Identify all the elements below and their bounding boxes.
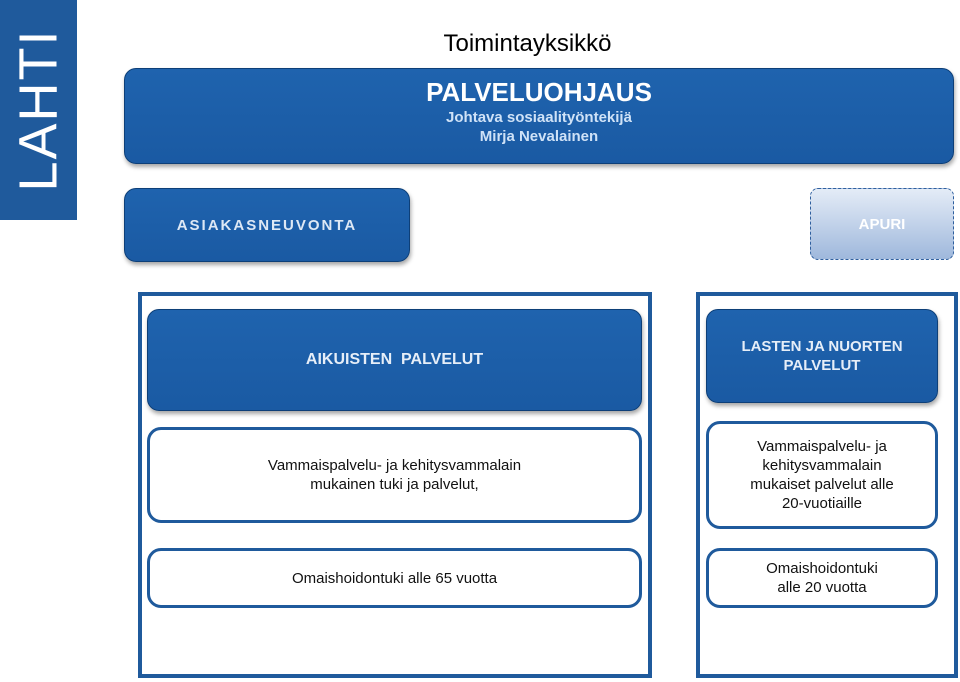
asiakasneuvonta-label: ASIAKASNEUVONTA <box>176 216 358 234</box>
youth-services-header <box>706 309 938 403</box>
adult-caregiver-support-box <box>147 548 642 608</box>
youth-disability-services-box <box>706 421 938 529</box>
logo-text: LAHTI <box>8 28 69 192</box>
youth-caregiver-support-box <box>706 548 938 608</box>
adult-disability-services-box <box>147 427 642 523</box>
apuri-box <box>810 188 954 260</box>
box-text-line: 20-vuotiaille <box>781 495 863 512</box>
box-text-line: Vammaispalvelu- ja kehitysvammalain <box>267 457 522 474</box>
box-text-line: kehitysvammalain <box>762 457 882 474</box>
palveluohjaus-box <box>124 68 954 164</box>
youth-services-title-line: PALVELUT <box>783 357 861 374</box>
youth-services-title-line: LASTEN JA NUORTEN <box>741 338 903 355</box>
palveluohjaus-title: PALVELUOHJAUS <box>426 77 652 107</box>
adult-services-title: AIKUISTEN PALVELUT <box>305 351 484 368</box>
box-text-line: Omaishoidontuki <box>766 560 878 577</box>
box-text-line: alle 20 vuotta <box>777 579 867 596</box>
apuri-label: APURI <box>858 215 906 233</box>
box-text-line: Vammaispalvelu- ja <box>757 438 887 455</box>
lahti-logo <box>0 0 77 220</box>
palveluohjaus-role: Johtava sosiaalityöntekijä <box>446 109 632 126</box>
box-text-line: mukaiset palvelut alle <box>750 476 894 493</box>
page-title: Toimintayksikkö <box>443 30 612 57</box>
palveluohjaus-name: Mirja Nevalainen <box>479 128 599 145</box>
box-text-line: mukainen tuki ja palvelut, <box>310 476 479 493</box>
box-text-line: Omaishoidontuki alle 65 vuotta <box>291 569 498 587</box>
adult-services-header <box>147 309 642 411</box>
asiakasneuvonta-box <box>124 188 410 262</box>
